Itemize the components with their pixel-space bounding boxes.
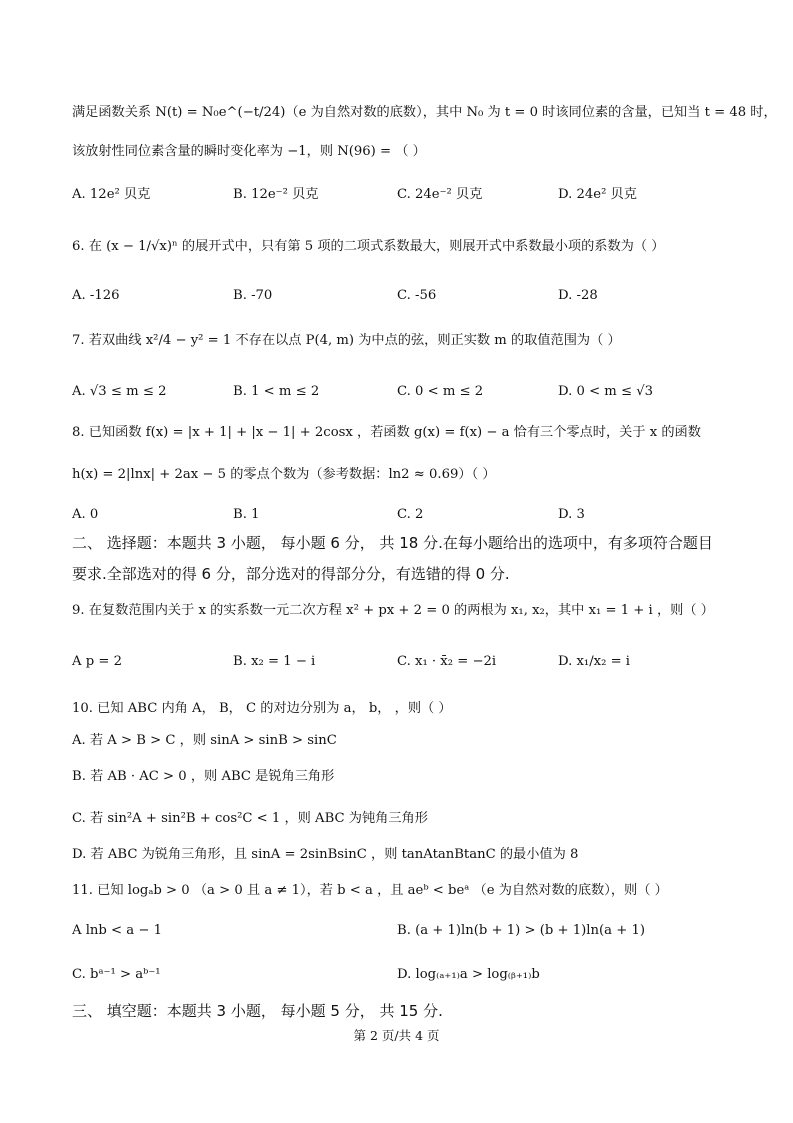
q5-line2: 该放射性同位素含量的瞬时变化率为 −1，则 N(96) = （ ） [72,144,426,159]
q5-option-a: A. 12e² 贝克 [72,187,151,202]
q6-option-d: D. -28 [558,288,598,303]
q8-line1: 8. 已知函数 f(x) = |x + 1| + |x − 1| + 2cosx ，若函数 g(x) = f(x) − a 恰有三个零点时，关于 x 的函数 [72,425,701,440]
q8-option-a: A. 0 [72,507,99,522]
q10-option-d: D. 若 ABC 为锐角三角形，且 sinA = 2sinBsinC ，则 tanAtanBtanC 的最小值为 8 [72,847,579,862]
q11-option-b: B. (a + 1)ln(b + 1) > (b + 1)ln(a + 1) [397,923,645,938]
section3-heading: 三、 填空题：本题共 3 小题， 每小题 5 分， 共 15 分. [72,1002,443,1020]
q10-option-a: A. 若 A > B > C ，则 sinA > sinB > sinC [72,733,337,748]
q9-option-b: B. x₂ = 1 − i [233,654,316,669]
q7-option-c: C. 0 < m ≤ 2 [397,384,484,399]
q6-stem: 6. 在 (x − 1/√x)ⁿ 的展开式中，只有第 5 项的二项式系数最大，则展开式中系数最小项的系数为（ ） [72,239,665,254]
q7-stem: 7. 若双曲线 x²/4 − y² = 1 不存在以点 P(4, m) 为中点的弦，则正实数 m 的取值范围为（ ） [72,333,621,348]
q11-option-d: D. log₍ₐ₊₁₎a > log₍ᵦ₊₁₎b [397,967,540,982]
q10-option-c: C. 若 sin²A + sin²B + cos²C < 1 ，则 ABC 为钝角三角形 [72,811,428,826]
q7-option-d: D. 0 < m ≤ √3 [558,384,654,399]
q9-option-d: D. x₁/x₂ = i [558,654,631,669]
q11-option-a: A lnb < a − 1 [72,923,162,938]
q6-option-b: B. -70 [233,288,273,303]
q8-option-d: D. 3 [558,507,585,522]
q5-option-d: D. 24e² 贝克 [558,187,637,202]
q9-option-c: C. x₁ · x̄₂ = −2i [397,654,497,669]
q6-option-c: C. -56 [397,288,437,303]
q8-option-b: B. 1 [233,507,260,522]
q7-option-a: A. √3 ≤ m ≤ 2 [72,384,167,399]
q11-stem: 11. 已知 logₐb > 0 （a > 0 且 a ≠ 1），若 b < a ，且 aeᵇ < beᵃ （e 为自然对数的底数），则（ ） [72,883,668,898]
q8-option-c: C. 2 [397,507,424,522]
section2-heading-line2: 要求.全部选对的得 6 分，部分选对的得部分分，有选错的得 0 分. [72,565,510,583]
page-footer: 第 2 页/共 4 页 [353,1028,440,1043]
q10-stem: 10. 已知 ABC 内角 A， B， C 的对边分别为 a， b， ，则（ ） [72,701,452,716]
q5-option-c: C. 24e⁻² 贝克 [397,187,483,202]
q11-option-c: C. bᵃ⁻¹ > aᵇ⁻¹ [72,967,161,982]
q5-option-b: B. 12e⁻² 贝克 [233,187,319,202]
q9-option-a: A p = 2 [72,654,122,669]
q10-option-b: B. 若 AB · AC > 0 ，则 ABC 是锐角三角形 [72,769,335,784]
q9-stem: 9. 在复数范围内关于 x 的实系数一元二次方程 x² + px + 2 = 0 的两根为 x₁, x₂，其中 x₁ = 1 + i ，则（ ） [72,603,714,618]
q6-option-a: A. -126 [72,288,120,303]
q8-line2: h(x) = 2|lnx| + 2ax − 5 的零点个数为（参考数据：ln2 ≈ 0.69）（ ） [72,467,496,482]
section2-heading-line1: 二、 选择题：本题共 3 小题， 每小题 6 分， 共 18 分.在每小题给出的选项中，有多项符合题目 [72,534,713,552]
q5-line1: 满足函数关系 N(t) = N₀e^(−t/24)（e 为自然对数的底数），其中 N₀ 为 t = 0 时该同位素的含量，已知当 t = 48 时， [72,105,777,120]
q7-option-b: B. 1 < m ≤ 2 [233,384,320,399]
